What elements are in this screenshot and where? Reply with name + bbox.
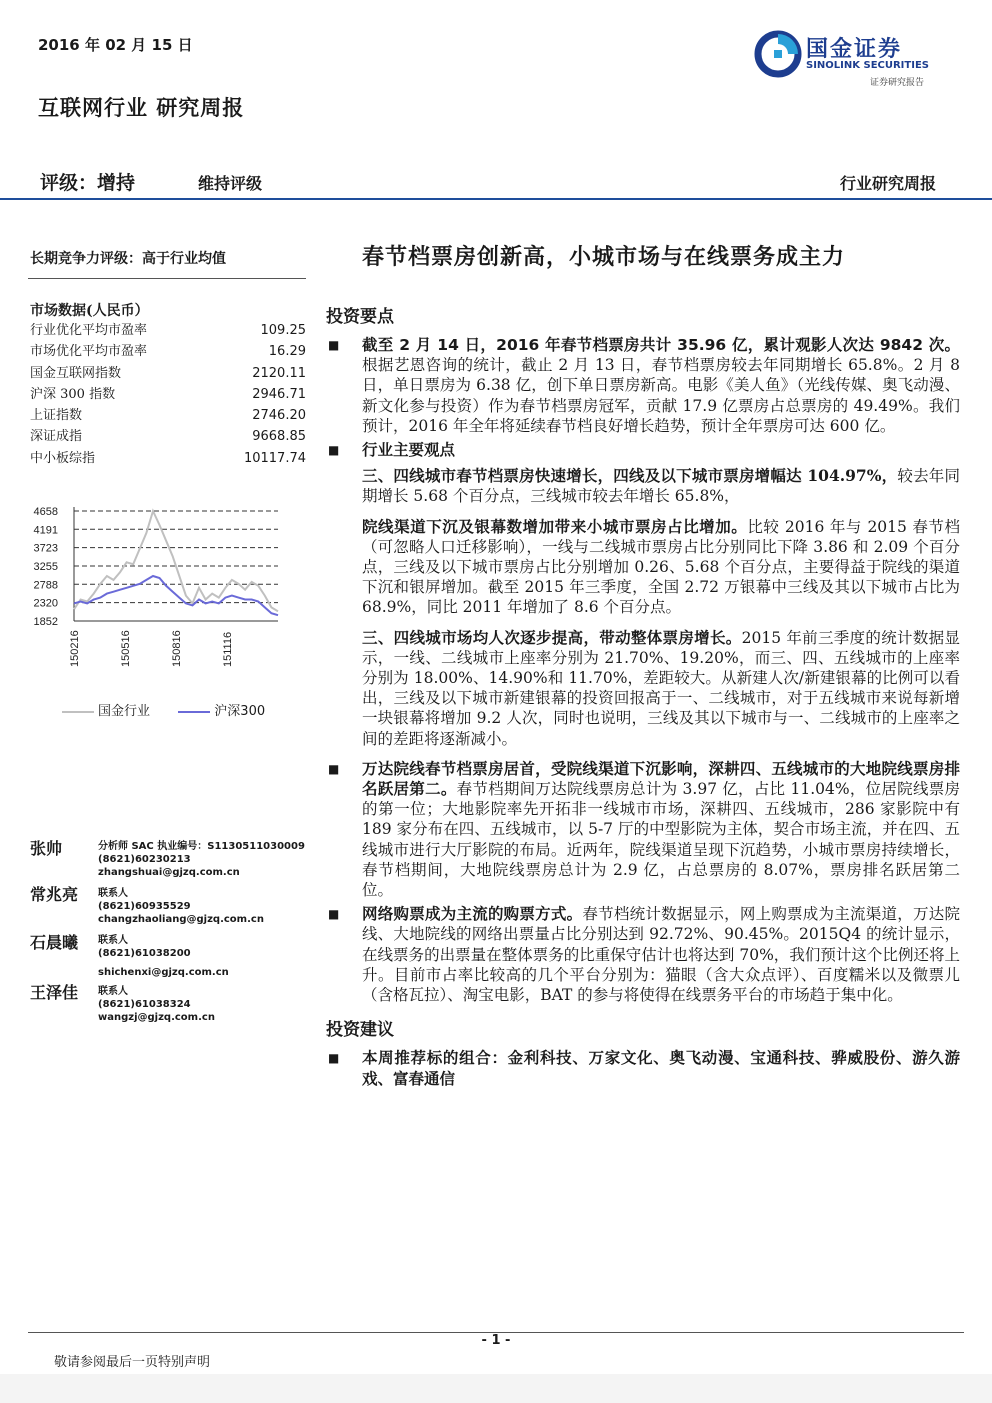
paragraph-lead: 院线渠道下沉及银幕数增加带来小城市票房占比增加。 [362, 516, 748, 536]
market-label: 国金互联网指数 [30, 365, 122, 381]
analyst-info [98, 985, 215, 1024]
legend-label-hs300: 沪深300 [214, 704, 266, 719]
bullet-lead: 截至 2 月 14 日，2016 年春节档票房共计 35.96 亿，累计观影人次达 9842 次。 [362, 336, 960, 354]
analyst-info [98, 934, 229, 979]
rating: 评级：增持 [40, 172, 136, 194]
bottom-band [0, 1374, 992, 1403]
section-title-highlights: 投资要点 [326, 307, 394, 327]
legend-swatch-industry [62, 711, 94, 713]
y-tick-label: 1852 [33, 616, 58, 628]
index-chart [28, 497, 288, 677]
market-label: 上证指数 [30, 408, 83, 424]
paragraph [362, 466, 960, 506]
y-tick-label: 3723 [33, 542, 58, 555]
market-label: 沪深 300 指数 [30, 386, 116, 402]
analyst-info [98, 887, 264, 926]
market-row [30, 405, 306, 426]
analyst-name: 石晨曦 [30, 933, 79, 952]
market-value: 16.29 [268, 344, 306, 360]
competitiveness-rating: 长期竞争力评级：高于行业均值 [30, 251, 226, 267]
footer-disclaimer: 敬请参阅最后一页特别声明 [54, 1355, 211, 1370]
bullet-text [362, 335, 960, 436]
chart-legend [62, 700, 302, 720]
market-row [30, 426, 306, 447]
bullet-text [362, 759, 960, 900]
x-tick-label: 150216 [69, 630, 81, 667]
legend-label-industry: 国金行业 [98, 704, 151, 719]
market-label: 深证成指 [30, 429, 83, 445]
square-bullet-icon: ■ [328, 338, 340, 352]
bullet-item [328, 759, 960, 900]
square-bullet-icon: ■ [328, 443, 340, 458]
bullet-item [328, 904, 960, 1005]
market-value: 10117.74 [243, 450, 306, 466]
report-date: 2016 年 02 月 15 日 [38, 36, 193, 54]
series-line-1 [74, 576, 278, 615]
x-tick-label: 150516 [120, 630, 132, 667]
analyst-line: 分析师 SAC 执业编号：S1130511030009 [98, 841, 305, 852]
square-bullet-icon: ■ [328, 761, 340, 776]
bullet-item [328, 1048, 960, 1088]
report-type: 行业研究周报 [839, 174, 936, 193]
left-column-rule [28, 278, 306, 279]
logo-text-en: SINOLINK SECURITIES [806, 60, 929, 71]
analyst-name: 王泽佳 [30, 983, 79, 1002]
analyst-email[interactable]: shichenxi@gjzq.com.cn [98, 967, 229, 978]
bullet-body: 根据艺恩咨询的统计，截止 2 月 13 日，春节档票房较去年同期增长 65.8%。2 月 8 日，单日票房为 6.38 亿，创下单日票房新高。电影《美人鱼》（光线传媒、奥飞动漫、新文化参与投资）作为春节档票房冠军，贡献 17.9 亿票房占总票房的 49.49%。我们预计，2016 年全年将延续春节档良好增长趋势，预计全年票房可达 600 亿。 [362, 356, 960, 435]
headline: 春节档票房创新高，小城市场与在线票务成主力 [362, 244, 846, 270]
y-tick-label: 2320 [33, 597, 58, 610]
paragraph-body: 2015 年前三季度的统计数据显示，一线、二线城市上座率分别为 21.70%、19.20%，而三、四、五线城市的上座率分别为 18.00%、14.90%和 11.70%，差距较大。从新建人次/新建银幕的比例可以看出，三线及以下城市新建银幕的投资回报高于一、二线城市，对于五线城市来说每新增一块银幕将增加 9.2 人次，同时也说明，三线及其以下城市与一、二线城市的上座率之间的差距将逐渐减小。 [362, 628, 960, 748]
bullet-lead: 本周推荐标的组合：金利科技、万家文化、奥飞动漫、宝通科技、骅威股份、游久游戏、富春通信 [362, 1048, 960, 1088]
square-bullet-icon: ■ [328, 907, 340, 922]
analyst-line: (8621)60230213 [98, 854, 191, 865]
y-tick-label: 4191 [33, 524, 58, 537]
x-tick-label: 150816 [171, 630, 183, 667]
bullet-text [362, 440, 960, 460]
paragraph [362, 628, 960, 749]
analyst-name: 张帅 [30, 839, 63, 858]
series-line-0 [74, 511, 278, 611]
bullet-body: 春节档期间万达院线票房总计为 3.97 亿，占比 11.04%，位居院线票房的第一位；大地影院率先开拓非一线城市市场，深耕四、五线城市，286 家影院中有 189 家分布在四、五线城市，以 5-7 厅的中型影院为主体，契合市场主流，并在四、五线城市进行大厅影院的布局。近两年，院线渠道呈现下沉趋势，小城市票房持续增长，春节档期间，大地院线票房总计为 2.9 亿，占总票房的 8.07%，票房排名跃居第二位。 [362, 780, 960, 900]
report-title: 互联网行业 研究周报 [38, 95, 245, 120]
market-value: 109.25 [260, 323, 306, 338]
analyst-email[interactable]: changzhaoliang@gjzq.com.cn [98, 914, 264, 925]
analyst-line: 联系人 [98, 986, 128, 997]
market-label: 行业优化平均市盈率 [30, 323, 148, 338]
report-body [328, 300, 960, 1093]
paragraph-lead: 三、四线城市场均人次逐步提高，带动整体票房增长。 [362, 627, 742, 647]
y-tick-label: 3255 [33, 561, 58, 573]
header-divider [0, 198, 992, 200]
market-label: 市场优化平均市盈率 [30, 344, 148, 360]
rating-maintain: 维持评级 [198, 174, 263, 193]
company-logo [754, 30, 949, 90]
analyst-email[interactable]: wangzj@gjzq.com.cn [98, 1012, 215, 1023]
paragraph-body: 比较 2016 年与 2015 春节档（可忽略人口迁移影响），一线与二线城市票房占比分别同比下降 3.86 和 2.09 个百分点，三线及以下城市票房占比分别增加 0.26、5.68 个百分点，主要得益于院线的渠道下沉和银屏增加。截至 2015 年三季度，全国 2.72 万银幕中三线及其以下城市占比为 68.9%，同比 2011 年增加了 8.6 个百分点。 [362, 517, 960, 617]
y-tick-label: 4658 [33, 506, 58, 518]
paragraph-lead: 三、四线城市春节档票房快速增长，四线及以下城市票房增幅达 104.97%， [362, 466, 898, 486]
bullet-item [328, 335, 960, 436]
market-row [30, 363, 306, 384]
analyst-name: 常兆亮 [30, 885, 79, 904]
bullet-lead: 网络购票成为主流的购票方式。 [362, 904, 583, 924]
market-value: 2120.11 [252, 365, 306, 381]
y-tick-label: 2788 [33, 579, 58, 592]
logo-text-cn: 国金证券 [806, 37, 903, 62]
analyst-line: 联系人 [98, 935, 128, 946]
analyst-line: (8621)60935529 [98, 901, 191, 912]
market-data-table [30, 320, 306, 469]
paragraph-body: 较去年同期增长 5.68 个百分点，三线城市较去年增长 65.8%， [362, 467, 960, 506]
square-bullet-icon: ■ [328, 1051, 340, 1066]
market-row [30, 448, 306, 469]
analyst-info [98, 840, 305, 879]
logo-subtitle: 证券研究报告 [870, 78, 925, 88]
bullet-text [362, 1048, 960, 1088]
analyst-line: (8621)61038200 [98, 948, 191, 959]
bullet-body: 春节档统计数据显示，网上购票成为主流渠道，万达院线、大地院线的网络出票量占比分别达到 92.72%、90.45%。2015Q4 的统计显示，在线票务的出票量在整体票务的比重保守估计也将达到 70%，我们预计这个比例还将上升。目前市占率比较高的几个平台分别为：猫眼（含大众点评）、百度糯米以及微票儿（含格瓦拉）、淘宝电影，BAT 的参与将使得在线票务平台的市场趋于集中化。 [362, 905, 960, 1005]
section-title-advice: 投资建议 [326, 1020, 394, 1041]
market-label: 中小板综指 [30, 450, 96, 466]
legend-swatch-hs300 [178, 711, 210, 713]
bullet-text [362, 904, 960, 1005]
paragraph [362, 517, 960, 618]
market-row [30, 384, 306, 405]
logo-mark-icon [754, 30, 802, 78]
bullet-lead: 万达院线春节档票房居首，受院线渠道下沉影响，深耕四、五线城市的大地院线票房排名跃居第二。 [362, 758, 960, 799]
page-number: - 1 - [481, 1333, 511, 1348]
analyst-line: 联系人 [98, 888, 128, 899]
analyst-email[interactable]: zhangshuai@gjzq.com.cn [98, 867, 240, 878]
market-row [30, 341, 306, 362]
market-row [30, 320, 306, 341]
index-chart-svg [28, 497, 288, 677]
bullet-lead: 行业主要观点 [362, 440, 456, 460]
analyst-line: (8621)61038324 [98, 999, 191, 1010]
market-value: 9668.85 [252, 429, 306, 445]
market-data-title: 市场数据(人民币） [30, 303, 149, 319]
market-value: 2746.20 [252, 408, 306, 424]
bullet-item [328, 440, 960, 460]
market-value: 2946.71 [252, 386, 306, 402]
x-tick-label: 151116 [222, 631, 234, 667]
